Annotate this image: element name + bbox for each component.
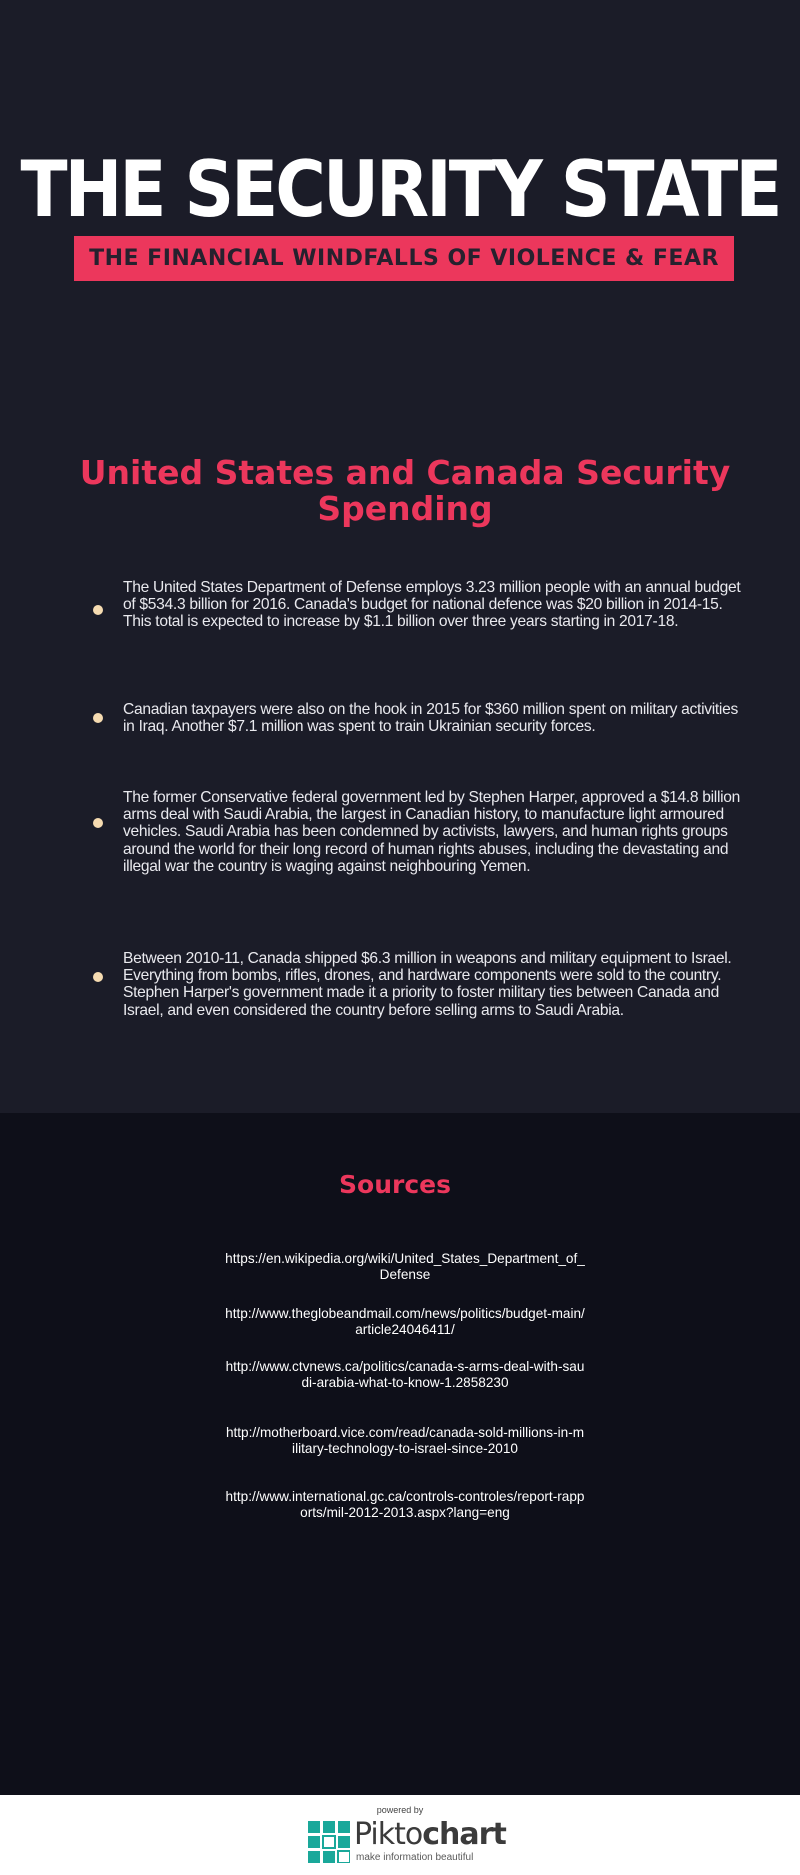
bullet-text: Canadian taxpayers were also on the hook in 2015 for $360 million spent on military activities in Iraq. Another $7.1 million was spent to train Ukrainian security forces. — [123, 701, 738, 736]
source-link[interactable]: http://www.international.gc.ca/controls-controles/report-rapports/mil-2012-2013.aspx?lang=eng — [225, 1489, 585, 1520]
bullet-icon — [93, 713, 103, 723]
piktochart-logo[interactable] — [308, 1817, 506, 1865]
source-link[interactable]: https://en.wikipedia.org/wiki/United_States_Department_of_Defense — [225, 1251, 585, 1282]
bullet-text: The former Conservative federal government led by Stephen Harper, approved a $14.8 billion arms deal with Saudi Arabia, the largest in Canadian history, to manufacture light armoured vehicles. Saudi Arabia has been condemned by activists, lawyers, and human rights groups around the world for their long record of human rights abuses, including the devastating and illegal war the country is waging against neighbouring Yemen. — [123, 789, 741, 875]
bullet-text: The United States Department of Defense employs 3.23 million people with an annual budget of $534.3 billion for 2016. Canada's budget for national defence was $20 billion in 2014-15. This total is expected to increase by $1.1 billion over three years starting in 2017-18. — [123, 579, 741, 631]
bullet-text: Between 2010-11, Canada shipped $6.3 million in weapons and military equipment to Israel. Everything from bombs, rifles, drones, and hardware components were sold to the country. Stephen Harper's government made it a priority to foster military ties between Canada and Israel, and even considered the country before selling arms to Saudi Arabia. — [123, 950, 732, 1019]
bullet-icon — [93, 605, 103, 615]
source-link[interactable]: http://www.ctvnews.ca/politics/canada-s-arms-deal-with-saudi-arabia-what-to-know-1.2858230 — [225, 1359, 585, 1390]
section-heading: United States and Canada Security Spending — [79, 453, 731, 528]
wordmark-bold: chart — [422, 1817, 506, 1852]
piktochart-logo-icon — [308, 1821, 350, 1863]
page-subtitle: THE FINANCIAL WINDFALLS OF VIOLENCE & FEAR — [89, 246, 719, 271]
wordmark-light: Pikto — [354, 1817, 423, 1852]
powered-by-label: powered by — [376, 1805, 424, 1815]
sources-title: Sources — [339, 1170, 451, 1199]
source-link[interactable]: http://motherboard.vice.com/read/canada-sold-millions-in-military-technology-to-israel-since-2010 — [225, 1425, 585, 1456]
logo-tagline: make information beautiful — [356, 1852, 474, 1863]
page-title: THE SECURITY STATE — [20, 145, 780, 236]
piktochart-wordmark — [354, 1817, 506, 1852]
subtitle-banner — [74, 236, 734, 281]
source-link[interactable]: http://www.theglobeandmail.com/news/politics/budget-main/article24046411/ — [225, 1306, 585, 1337]
bullet-icon — [93, 972, 103, 982]
bullet-icon — [93, 818, 103, 828]
